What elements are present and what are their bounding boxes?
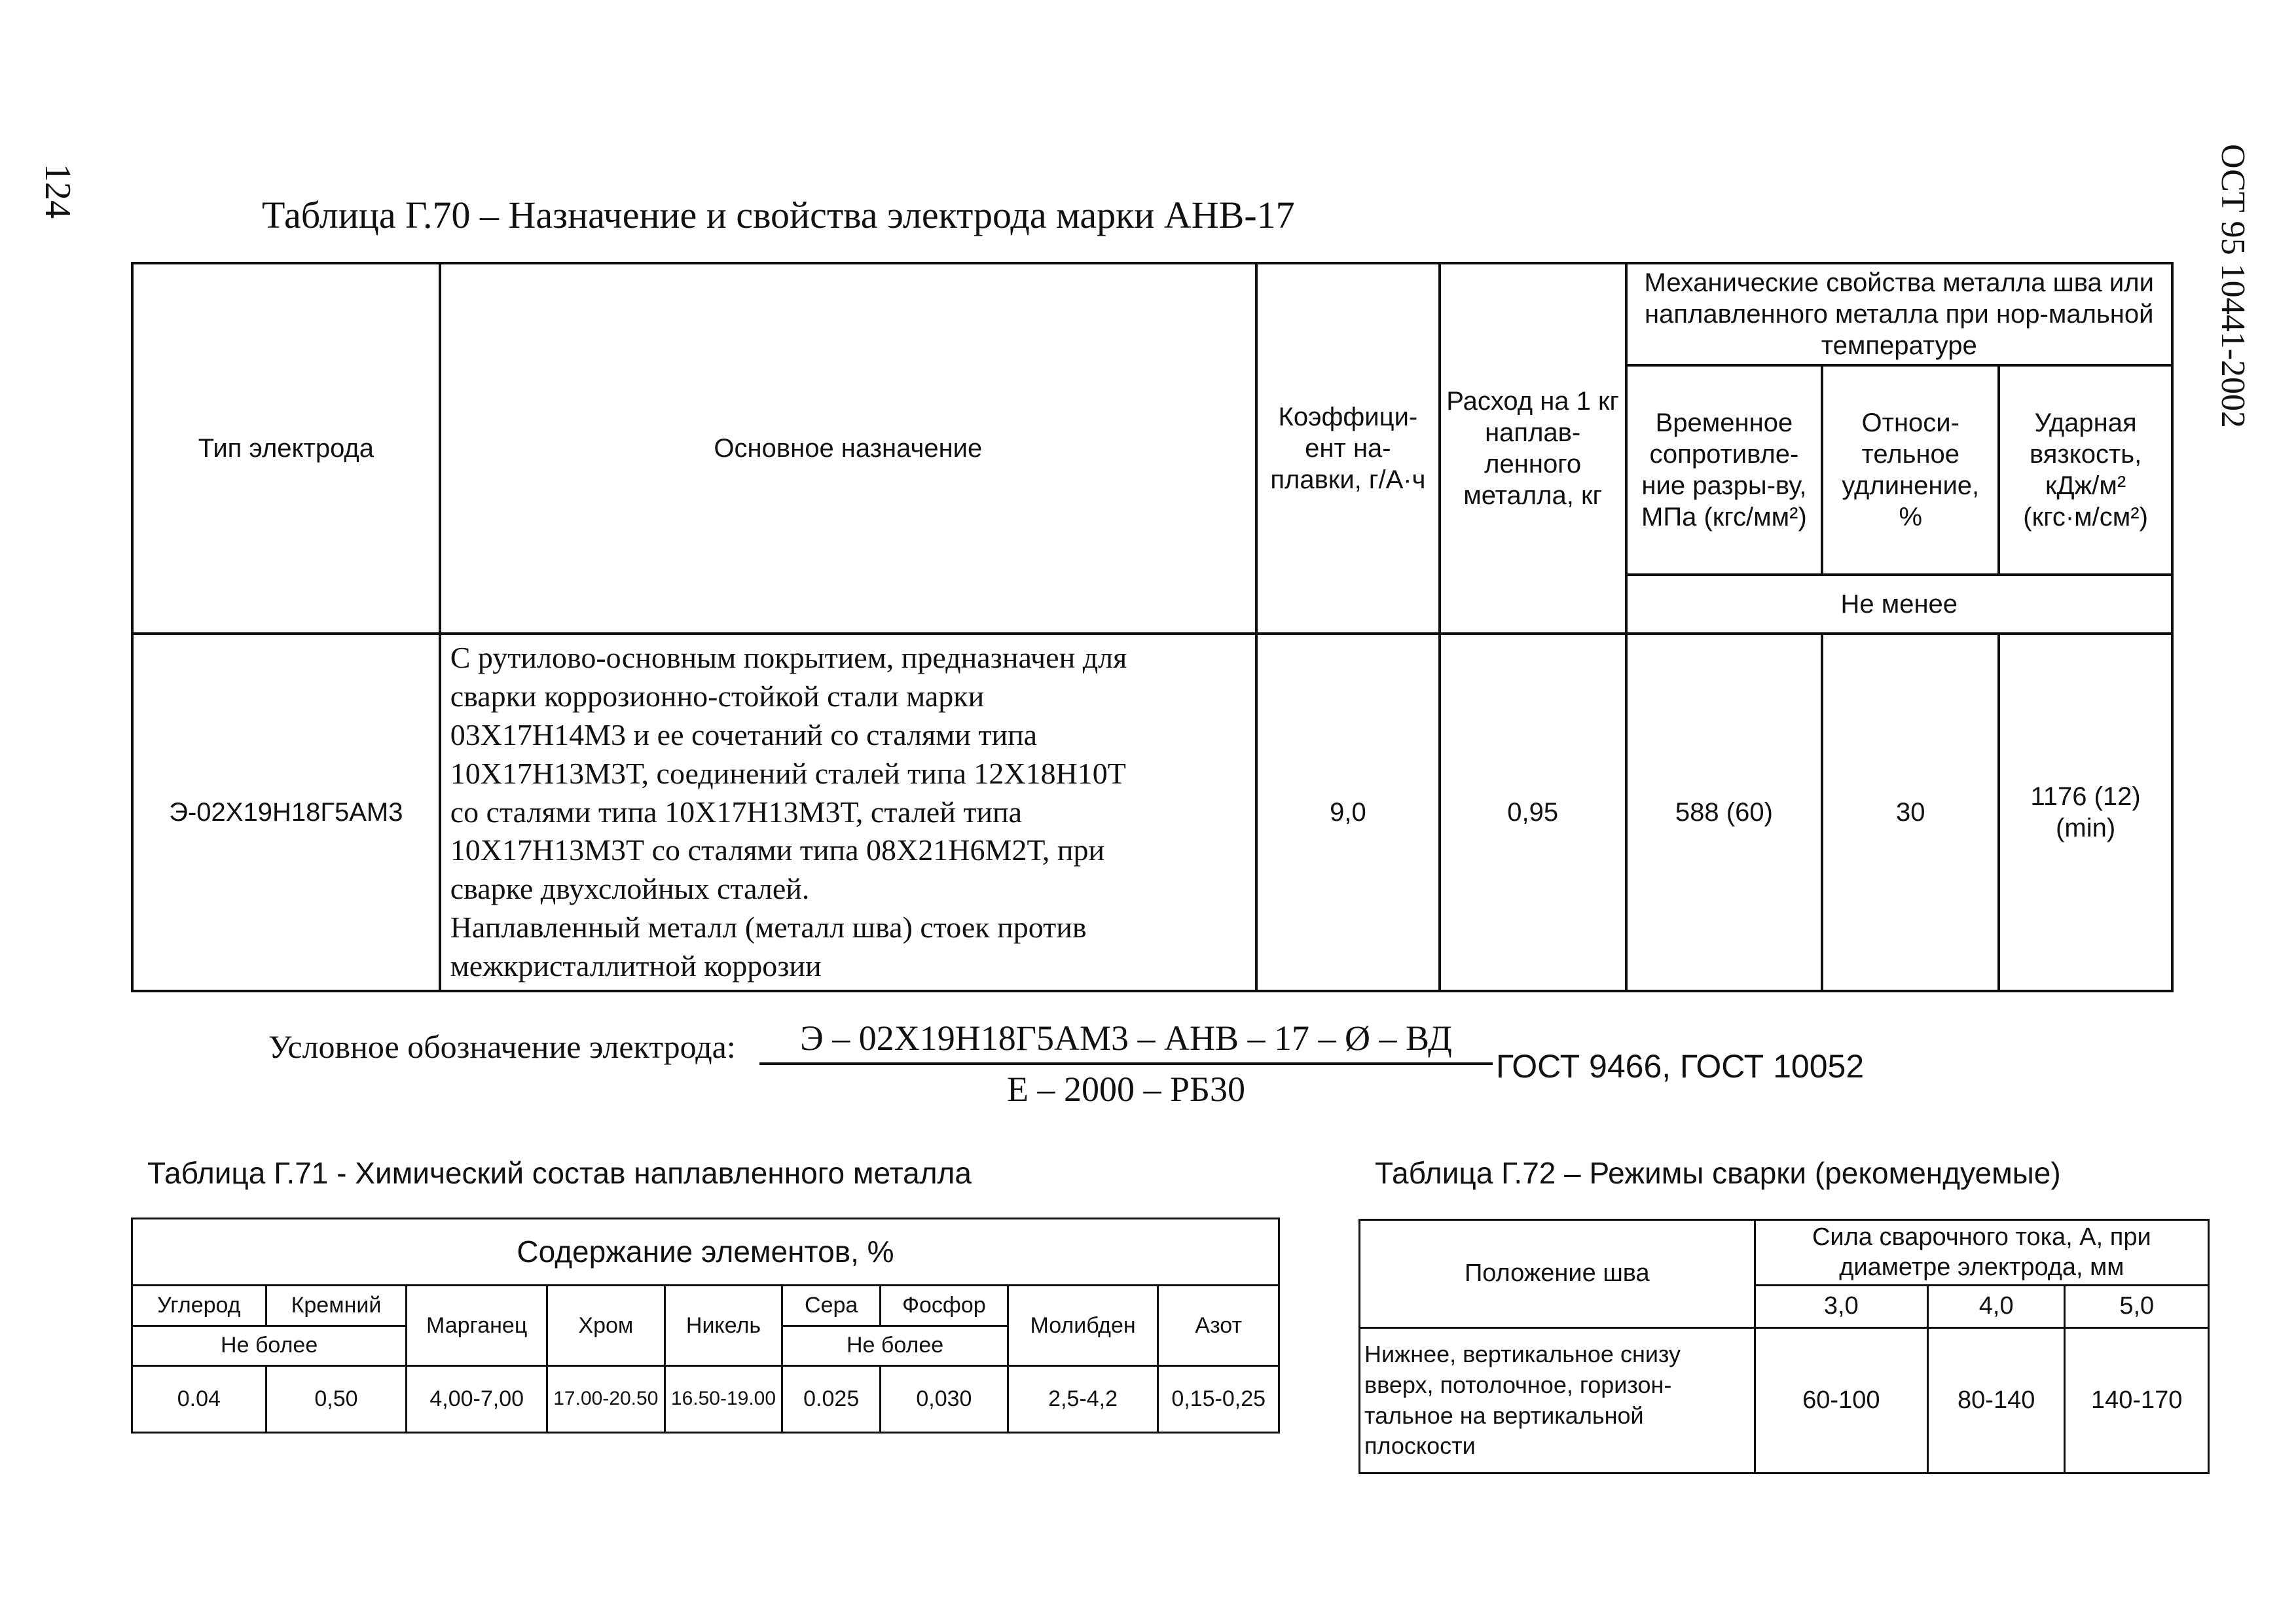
header-electrode-type: Тип электрода [132,263,440,634]
table71 [131,1218,1280,1434]
value-phosphorus: 0,030 [881,1365,1008,1432]
cell-purpose [440,634,1256,991]
diameter-5: 5,0 [2065,1286,2209,1328]
designation-formula [759,1018,1493,1110]
col-silicon: Кремний [266,1286,407,1326]
header-deposition-coef: Коэффици-ент на-плавки, г/А·ч [1256,263,1440,634]
col-nitrogen: Азот [1158,1286,1279,1366]
header-tensile-strength: Временное сопротивле-ние разры-ву, МПа (кгс/мм²) [1626,365,1823,575]
header-element-content: Содержание элементов, % [132,1219,1279,1286]
cell-impact-toughness: 1176 (12) (min) [1999,634,2172,991]
purpose-line: со сталями типа 10Х17Н13М3Т, сталей типа [450,795,1023,829]
col-sulfur: Сера [782,1286,881,1326]
not-more-carbon-silicon: Не более [132,1326,407,1365]
header-not-less: Не менее [1626,575,2173,634]
table70 [131,262,2174,992]
current-d5: 140-170 [2065,1328,2209,1473]
col-manganese: Марганец [407,1286,547,1366]
table72 [1358,1219,2210,1474]
purpose-line: межкристаллитной коррозии [450,949,822,983]
purpose-line: 03Х17Н14М3 и ее сочетаний со сталями типа [450,717,1038,751]
value-sulfur: 0.025 [782,1365,881,1432]
cell-consumption: 0,95 [1440,634,1626,991]
purpose-line: сварки коррозионно-стойкой стали марки [450,679,985,713]
page-number: 124 [37,164,78,219]
designation-numerator: Э – 02Х19Н18Г5АМ3 – АНВ – 17 – Ø – ВД [759,1018,1493,1065]
header-consumption: Расход на 1 кг наплав-ленного металла, кг [1440,263,1626,634]
diameter-4: 4,0 [1927,1286,2065,1328]
purpose-line: 10Х17Н13М3Т со сталями типа 08Х21Н6М2Т, при [450,833,1105,867]
cell-elongation: 30 [1822,634,1999,991]
current-d3: 60-100 [1755,1328,1927,1473]
table70-title: Таблица Г.70 – Назначение и свойства электрода марки АНВ-17 [262,194,1295,236]
cell-electrode-type: Э-02Х19Н18Г5АМ3 [132,634,440,991]
header-elongation: Относи-тельное удлинение, % [1822,365,1999,575]
document-code: ОСТ 95 10441-2002 [2214,144,2251,428]
header-weld-position: Положение шва [1360,1220,1755,1328]
not-more-sulfur-phosphorus: Не более [782,1326,1008,1365]
value-silicon: 0,50 [266,1365,407,1432]
header-mechanical-properties: Механические свойства металла шва или наплавленного металла при нор-мальной температуре [1626,263,2173,365]
col-carbon: Углерод [132,1286,266,1326]
value-molybdenum: 2,5-4,2 [1008,1365,1158,1432]
value-chromium: 17.00-20.50 [547,1365,665,1432]
col-nickel: Никель [665,1286,782,1366]
purpose-line: Наплавленный металл (металл шва) стоек против [450,911,1087,945]
designation-denominator: Е – 2000 – РБ30 [1006,1070,1246,1109]
diameter-3: 3,0 [1755,1286,1927,1328]
purpose-line: 10Х17Н13М3Т, соединений сталей типа 12Х18Н10Т [450,756,1126,790]
col-molybdenum: Молибден [1008,1286,1158,1366]
designation-label: Условное обозначение электрода: [268,1028,736,1065]
header-welding-current: Сила сварочного тока, А, при диаметре электрода, мм [1755,1220,2208,1286]
value-nickel: 16.50-19.00 [665,1365,782,1432]
value-carbon: 0.04 [132,1365,266,1432]
designation-standards: ГОСТ 9466, ГОСТ 10052 [1496,1048,1865,1085]
cell-tensile-strength: 588 (60) [1626,634,1823,991]
col-chromium: Хром [547,1286,665,1366]
cell-deposition-coef: 9,0 [1256,634,1440,991]
table71-title: Таблица Г.71 - Химический состав наплавленного металла [147,1156,972,1190]
value-nitrogen: 0,15-0,25 [1158,1365,1279,1432]
current-d4: 80-140 [1927,1328,2065,1473]
purpose-line: С рутилово-основным покрытием, предназначен для [450,641,1127,674]
value-manganese: 4,00-7,00 [407,1365,547,1432]
purpose-line: сварке двухслойных сталей. [450,872,810,906]
table72-title: Таблица Г.72 – Режимы сварки (рекомендуемые) [1375,1156,2061,1190]
col-phosphorus: Фосфор [881,1286,1008,1326]
header-impact-toughness: Ударная вязкость, кДж/м² (кгс·м/см²) [1999,365,2172,575]
cell-weld-position: Нижнее, вертикальное снизу вверх, потолочное, горизон-тальное на вертикальной плоскости [1360,1328,1755,1473]
header-purpose: Основное назначение [440,263,1256,634]
